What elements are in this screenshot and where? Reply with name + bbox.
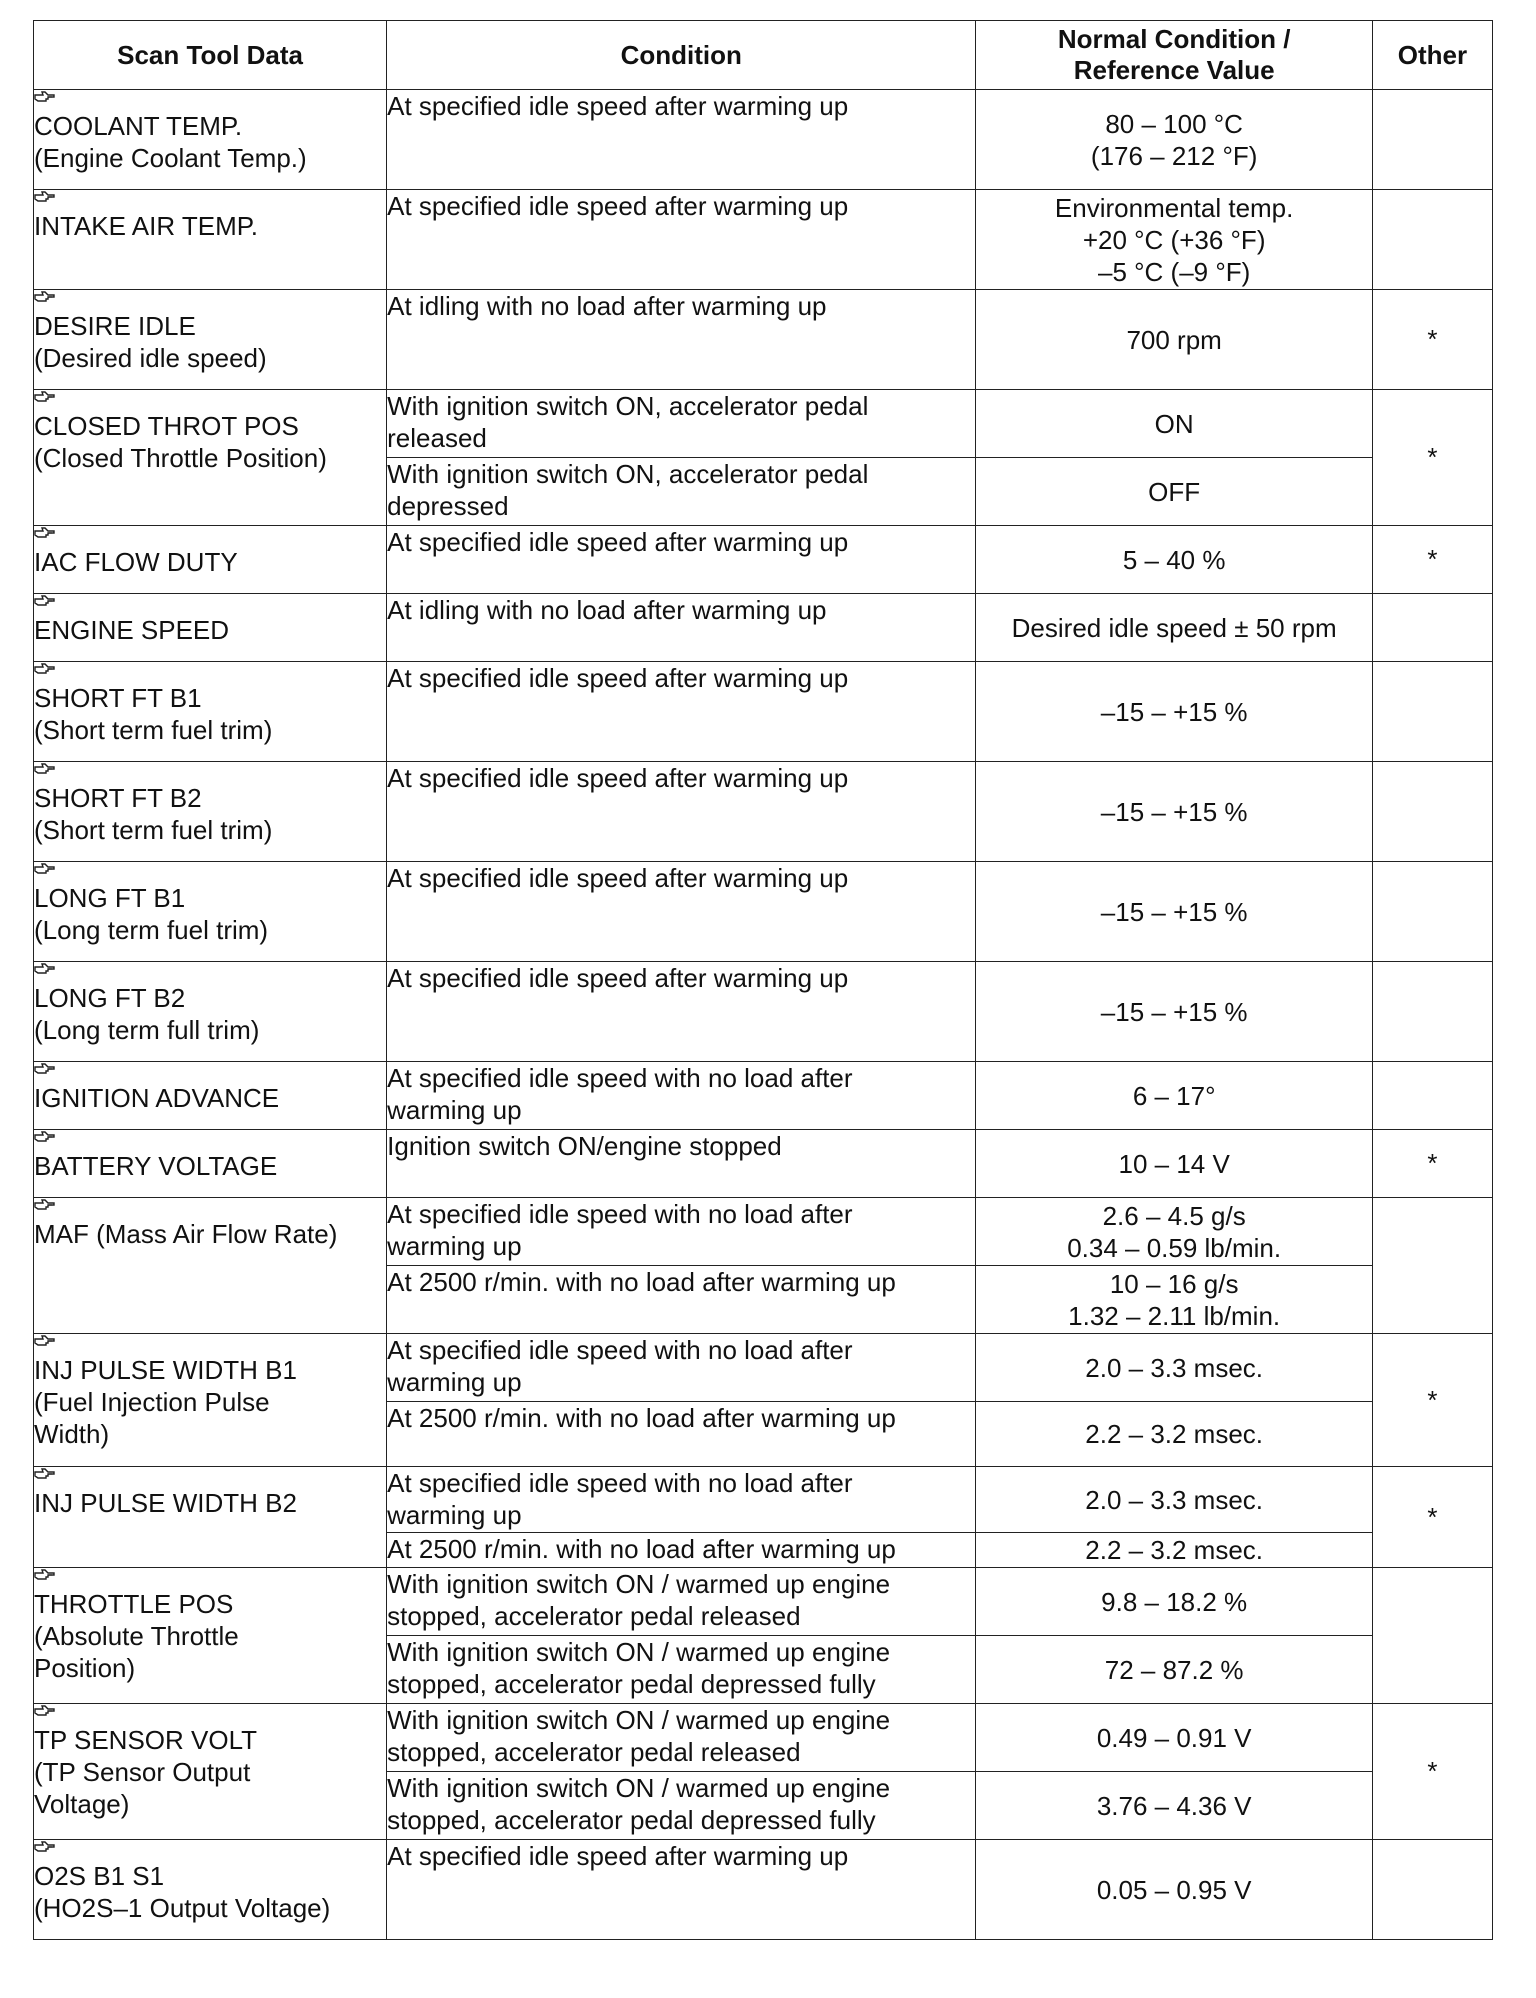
reference-value-cell: [976, 190, 1373, 290]
other-cell: *: [1372, 526, 1492, 594]
reference-value-cell: [976, 458, 1373, 526]
reference-value-text: 1.32 – 2.11 lb/min.: [1068, 1300, 1281, 1331]
reference-value-cell: [976, 1266, 1373, 1334]
header-normal-condition: [976, 21, 1373, 90]
pointing-hand-icon: [34, 190, 386, 206]
scan-item-text: IAC FLOW DUTY: [34, 547, 238, 577]
table-row: [34, 1704, 1493, 1772]
reference-value-text: –15 – +15 %: [1100, 696, 1248, 727]
reference-value-cell: [976, 1533, 1373, 1568]
reference-value-text: +20 °C (+36 °F): [1082, 224, 1266, 255]
condition-text: With ignition switch ON / warmed up engine: [387, 1773, 891, 1803]
pointing-hand-icon: [34, 1704, 386, 1720]
scan-item-text: CLOSED THROT POS: [34, 411, 299, 441]
scan-item-text: INJ PULSE WIDTH B2: [34, 1488, 297, 1518]
table-row: [34, 594, 1493, 662]
header-scan-tool-data: Scan Tool Data: [34, 21, 387, 90]
header-condition: Condition: [387, 21, 976, 90]
scan-item-text: INJ PULSE WIDTH B1: [34, 1355, 297, 1385]
reference-value-text: 80 – 100 °C: [1105, 108, 1243, 139]
scan-item-text: (Closed Throttle Position): [34, 443, 327, 473]
condition-text: warming up: [387, 1231, 522, 1261]
scan-item-text: (Absolute Throttle: [34, 1621, 239, 1651]
reference-value-text: –5 °C (–9 °F): [1098, 256, 1251, 287]
other-cell: [1372, 662, 1492, 762]
reference-value-cell: [976, 1772, 1373, 1840]
table-row: [34, 1840, 1493, 1940]
reference-value-cell: [976, 1198, 1373, 1266]
reference-value-text: 6 – 17°: [1132, 1080, 1216, 1111]
spec-sheet: [33, 20, 1493, 1940]
reference-value-cell: [976, 1334, 1373, 1402]
scan-item-text: (HO2S–1 Output Voltage): [34, 1893, 331, 1923]
scan-item-cell: [34, 1568, 387, 1704]
reference-value-cell: [976, 1840, 1373, 1940]
pointing-hand-icon: [34, 1467, 386, 1483]
condition-cell: [387, 1130, 976, 1198]
header-normal-line2: Reference Value: [1073, 55, 1275, 85]
reference-value-cell: [976, 962, 1373, 1062]
reference-value-text: 2.6 – 4.5 g/s: [1102, 1200, 1246, 1231]
scan-item-cell: [34, 962, 387, 1062]
condition-text: With ignition switch ON, accelerator pedal: [387, 459, 869, 489]
condition-text: stopped, accelerator pedal released: [387, 1601, 801, 1631]
table-row: [34, 1334, 1493, 1402]
reference-value-cell: [976, 390, 1373, 458]
scan-item-text: SHORT FT B1: [34, 683, 202, 713]
condition-text: With ignition switch ON, accelerator pedal: [387, 391, 869, 421]
condition-text: At idling with no load after warming up: [387, 595, 827, 625]
scan-item-cell: [34, 290, 387, 390]
reference-value-text: 10 – 14 V: [1118, 1148, 1230, 1179]
scan-item-text: INTAKE AIR TEMP.: [34, 211, 258, 241]
scan-item-text: (Long term fuel trim): [34, 915, 269, 945]
reference-value-text: –15 – +15 %: [1100, 796, 1248, 827]
pointing-hand-icon: [34, 90, 386, 106]
scan-item-text: THROTTLE POS: [34, 1589, 234, 1619]
pointing-hand-icon: [34, 1198, 386, 1214]
scan-item-text: (Desired idle speed): [34, 343, 267, 373]
condition-text: At specified idle speed with no load after: [387, 1063, 853, 1093]
condition-cell: [387, 458, 976, 526]
other-cell: [1372, 962, 1492, 1062]
other-cell: [1372, 594, 1492, 662]
scan-item-text: ENGINE SPEED: [34, 615, 230, 645]
reference-value-cell: [976, 1130, 1373, 1198]
reference-value-text: OFF: [1148, 476, 1201, 507]
table-row: [34, 90, 1493, 190]
reference-value-text: 2.0 – 3.3 msec.: [1085, 1484, 1264, 1515]
table-row: [34, 1568, 1493, 1636]
scan-item-text: Width): [34, 1419, 110, 1449]
reference-value-text: 3.76 – 4.36 V: [1096, 1790, 1252, 1821]
header-row: [34, 21, 1493, 90]
condition-cell: [387, 1772, 976, 1840]
condition-cell: [387, 1636, 976, 1704]
scan-tool-data-table: [33, 20, 1493, 1940]
scan-item-text: (Short term fuel trim): [34, 715, 273, 745]
condition-cell: [387, 1568, 976, 1636]
condition-text: warming up: [387, 1367, 522, 1397]
scan-item-text: (Engine Coolant Temp.): [34, 143, 307, 173]
condition-text: At specified idle speed with no load after: [387, 1199, 853, 1229]
pointing-hand-icon: [34, 1334, 386, 1350]
reference-value-text: 2.2 – 3.2 msec.: [1085, 1535, 1264, 1565]
table-row: [34, 762, 1493, 862]
scan-item-text: MAF (Mass Air Flow Rate): [34, 1219, 338, 1249]
scan-item-cell: [34, 1334, 387, 1467]
scan-item-cell: [34, 662, 387, 762]
reference-value-text: 72 – 87.2 %: [1104, 1654, 1244, 1685]
reference-value-cell: [976, 526, 1373, 594]
scan-item-cell: [34, 1130, 387, 1198]
table-row: [34, 1130, 1493, 1198]
other-cell: [1372, 1198, 1492, 1334]
condition-text: At 2500 r/min. with no load after warming up: [387, 1534, 896, 1564]
condition-text: At 2500 r/min. with no load after warming up: [387, 1267, 896, 1297]
other-cell: *: [1372, 1334, 1492, 1467]
scan-item-text: SHORT FT B2: [34, 783, 202, 813]
reference-value-cell: [976, 1636, 1373, 1704]
reference-value-cell: [976, 1402, 1373, 1467]
condition-cell: [387, 1533, 976, 1568]
reference-value-cell: [976, 594, 1373, 662]
other-cell: [1372, 1568, 1492, 1704]
pointing-hand-icon: [34, 1840, 386, 1856]
condition-cell: [387, 1062, 976, 1130]
reference-value-cell: [976, 862, 1373, 962]
scan-item-text: Voltage): [34, 1789, 130, 1819]
scan-item-text: Position): [34, 1653, 136, 1683]
scan-item-cell: [34, 1467, 387, 1568]
reference-value-cell: [976, 1704, 1373, 1772]
condition-text: At idling with no load after warming up: [387, 291, 827, 321]
reference-value-text: 2.0 – 3.3 msec.: [1085, 1352, 1264, 1383]
condition-text: At specified idle speed after warming up: [387, 963, 849, 993]
table-row: [34, 290, 1493, 390]
condition-cell: [387, 1334, 976, 1402]
condition-text: At specified idle speed after warming up: [387, 663, 849, 693]
reference-value-cell: [976, 290, 1373, 390]
condition-text: At 2500 r/min. with no load after warming up: [387, 1403, 896, 1433]
other-cell: *: [1372, 390, 1492, 526]
reference-value-cell: [976, 1062, 1373, 1130]
table-row: [34, 1198, 1493, 1266]
scan-item-text: IGNITION ADVANCE: [34, 1083, 280, 1113]
condition-cell: [387, 762, 976, 862]
condition-text: depressed: [387, 491, 509, 521]
scan-item-text: LONG FT B1: [34, 883, 186, 913]
condition-cell: [387, 390, 976, 458]
reference-value-text: ON: [1154, 408, 1194, 439]
condition-cell: [387, 90, 976, 190]
reference-value-cell: [976, 662, 1373, 762]
scan-item-cell: [34, 90, 387, 190]
scan-item-cell: [34, 526, 387, 594]
table-row: [34, 1467, 1493, 1533]
table-body: [34, 90, 1493, 1940]
pointing-hand-icon: [34, 390, 386, 406]
pointing-hand-icon: [34, 1568, 386, 1584]
condition-cell: [387, 862, 976, 962]
other-cell: [1372, 762, 1492, 862]
condition-text: released: [387, 423, 487, 453]
condition-cell: [387, 662, 976, 762]
scan-item-text: (Long term full trim): [34, 1015, 260, 1045]
reference-value-cell: [976, 1467, 1373, 1533]
other-cell: [1372, 1062, 1492, 1130]
pointing-hand-icon: [34, 862, 386, 878]
header-other: Other: [1372, 21, 1492, 90]
condition-text: At specified idle speed with no load after: [387, 1335, 853, 1365]
other-cell: *: [1372, 1704, 1492, 1840]
other-cell: [1372, 190, 1492, 290]
other-cell: [1372, 862, 1492, 962]
condition-cell: [387, 190, 976, 290]
scan-item-text: O2S B1 S1: [34, 1861, 165, 1891]
reference-value-text: 700 rpm: [1126, 324, 1222, 355]
table-row: [34, 390, 1493, 458]
scan-item-text: (Short term fuel trim): [34, 815, 273, 845]
other-cell: *: [1372, 1467, 1492, 1568]
scan-item-text: COOLANT TEMP.: [34, 111, 243, 141]
scan-item-text: DESIRE IDLE: [34, 311, 196, 341]
other-cell: *: [1372, 1130, 1492, 1198]
condition-text: With ignition switch ON / warmed up engine: [387, 1637, 891, 1667]
reference-value-text: 0.49 – 0.91 V: [1096, 1722, 1252, 1753]
condition-cell: [387, 1402, 976, 1467]
pointing-hand-icon: [34, 962, 386, 978]
pointing-hand-icon: [34, 290, 386, 306]
scan-item-text: LONG FT B2: [34, 983, 186, 1013]
pointing-hand-icon: [34, 762, 386, 778]
condition-text: At specified idle speed after warming up: [387, 763, 849, 793]
table-row: [34, 190, 1493, 290]
table-row: [34, 662, 1493, 762]
table-row: [34, 962, 1493, 1062]
condition-text: At specified idle speed after warming up: [387, 191, 849, 221]
other-cell: [1372, 1840, 1492, 1940]
reference-value-text: –15 – +15 %: [1100, 896, 1248, 927]
scan-item-cell: [34, 190, 387, 290]
condition-text: At specified idle speed after warming up: [387, 527, 849, 557]
table-row: [34, 862, 1493, 962]
reference-value-text: 10 – 16 g/s: [1109, 1268, 1239, 1299]
other-cell: *: [1372, 290, 1492, 390]
scan-item-cell: [34, 390, 387, 526]
scan-item-text: (Fuel Injection Pulse: [34, 1387, 270, 1417]
reference-value-text: 0.05 – 0.95 V: [1096, 1874, 1252, 1905]
condition-cell: [387, 1704, 976, 1772]
reference-value-text: (176 – 212 °F): [1090, 140, 1258, 171]
condition-text: stopped, accelerator pedal released: [387, 1737, 801, 1767]
table-row: [34, 526, 1493, 594]
condition-text: stopped, accelerator pedal depressed fully: [387, 1669, 876, 1699]
reference-value-cell: [976, 1568, 1373, 1636]
reference-value-cell: [976, 762, 1373, 862]
condition-text: At specified idle speed with no load after: [387, 1468, 853, 1498]
pointing-hand-icon: [34, 526, 386, 542]
pointing-hand-icon: [34, 1062, 386, 1078]
scan-item-cell: [34, 1198, 387, 1334]
condition-text: With ignition switch ON / warmed up engine: [387, 1705, 891, 1735]
scan-item-cell: [34, 1840, 387, 1940]
condition-text: At specified idle speed after warming up: [387, 863, 849, 893]
pointing-hand-icon: [34, 1130, 386, 1146]
condition-text: Ignition switch ON/engine stopped: [387, 1131, 782, 1161]
reference-value-text: 0.34 – 0.59 lb/min.: [1067, 1232, 1282, 1263]
scan-item-cell: [34, 1704, 387, 1840]
reference-value-cell: [976, 90, 1373, 190]
scan-item-text: BATTERY VOLTAGE: [34, 1151, 278, 1181]
reference-value-text: Environmental temp.: [1054, 192, 1294, 223]
scan-item-cell: [34, 594, 387, 662]
table-row: [34, 1062, 1493, 1130]
condition-cell: [387, 1467, 976, 1533]
condition-text: At specified idle speed after warming up: [387, 91, 849, 121]
condition-cell: [387, 1198, 976, 1266]
scan-item-text: (TP Sensor Output: [34, 1757, 251, 1787]
condition-cell: [387, 962, 976, 1062]
scan-item-cell: [34, 762, 387, 862]
pointing-hand-icon: [34, 594, 386, 610]
condition-text: warming up: [387, 1095, 522, 1125]
scan-item-cell: [34, 862, 387, 962]
other-cell: [1372, 90, 1492, 190]
condition-cell: [387, 526, 976, 594]
condition-cell: [387, 594, 976, 662]
scan-item-cell: [34, 1062, 387, 1130]
reference-value-text: 5 – 40 %: [1122, 544, 1226, 575]
reference-value-text: –15 – +15 %: [1100, 996, 1248, 1027]
condition-cell: [387, 290, 976, 390]
header-normal-line1: Normal Condition /: [1057, 24, 1291, 54]
condition-text: stopped, accelerator pedal depressed fully: [387, 1805, 876, 1835]
condition-text: warming up: [387, 1500, 522, 1530]
pointing-hand-icon: [34, 662, 386, 678]
reference-value-text: 2.2 – 3.2 msec.: [1085, 1419, 1264, 1449]
condition-text: With ignition switch ON / warmed up engine: [387, 1569, 891, 1599]
condition-cell: [387, 1266, 976, 1334]
reference-value-text: 9.8 – 18.2 %: [1101, 1586, 1248, 1617]
scan-item-text: TP SENSOR VOLT: [34, 1725, 257, 1755]
reference-value-text: Desired idle speed ± 50 rpm: [1011, 612, 1337, 643]
condition-text: At specified idle speed after warming up: [387, 1841, 849, 1871]
condition-cell: [387, 1840, 976, 1940]
